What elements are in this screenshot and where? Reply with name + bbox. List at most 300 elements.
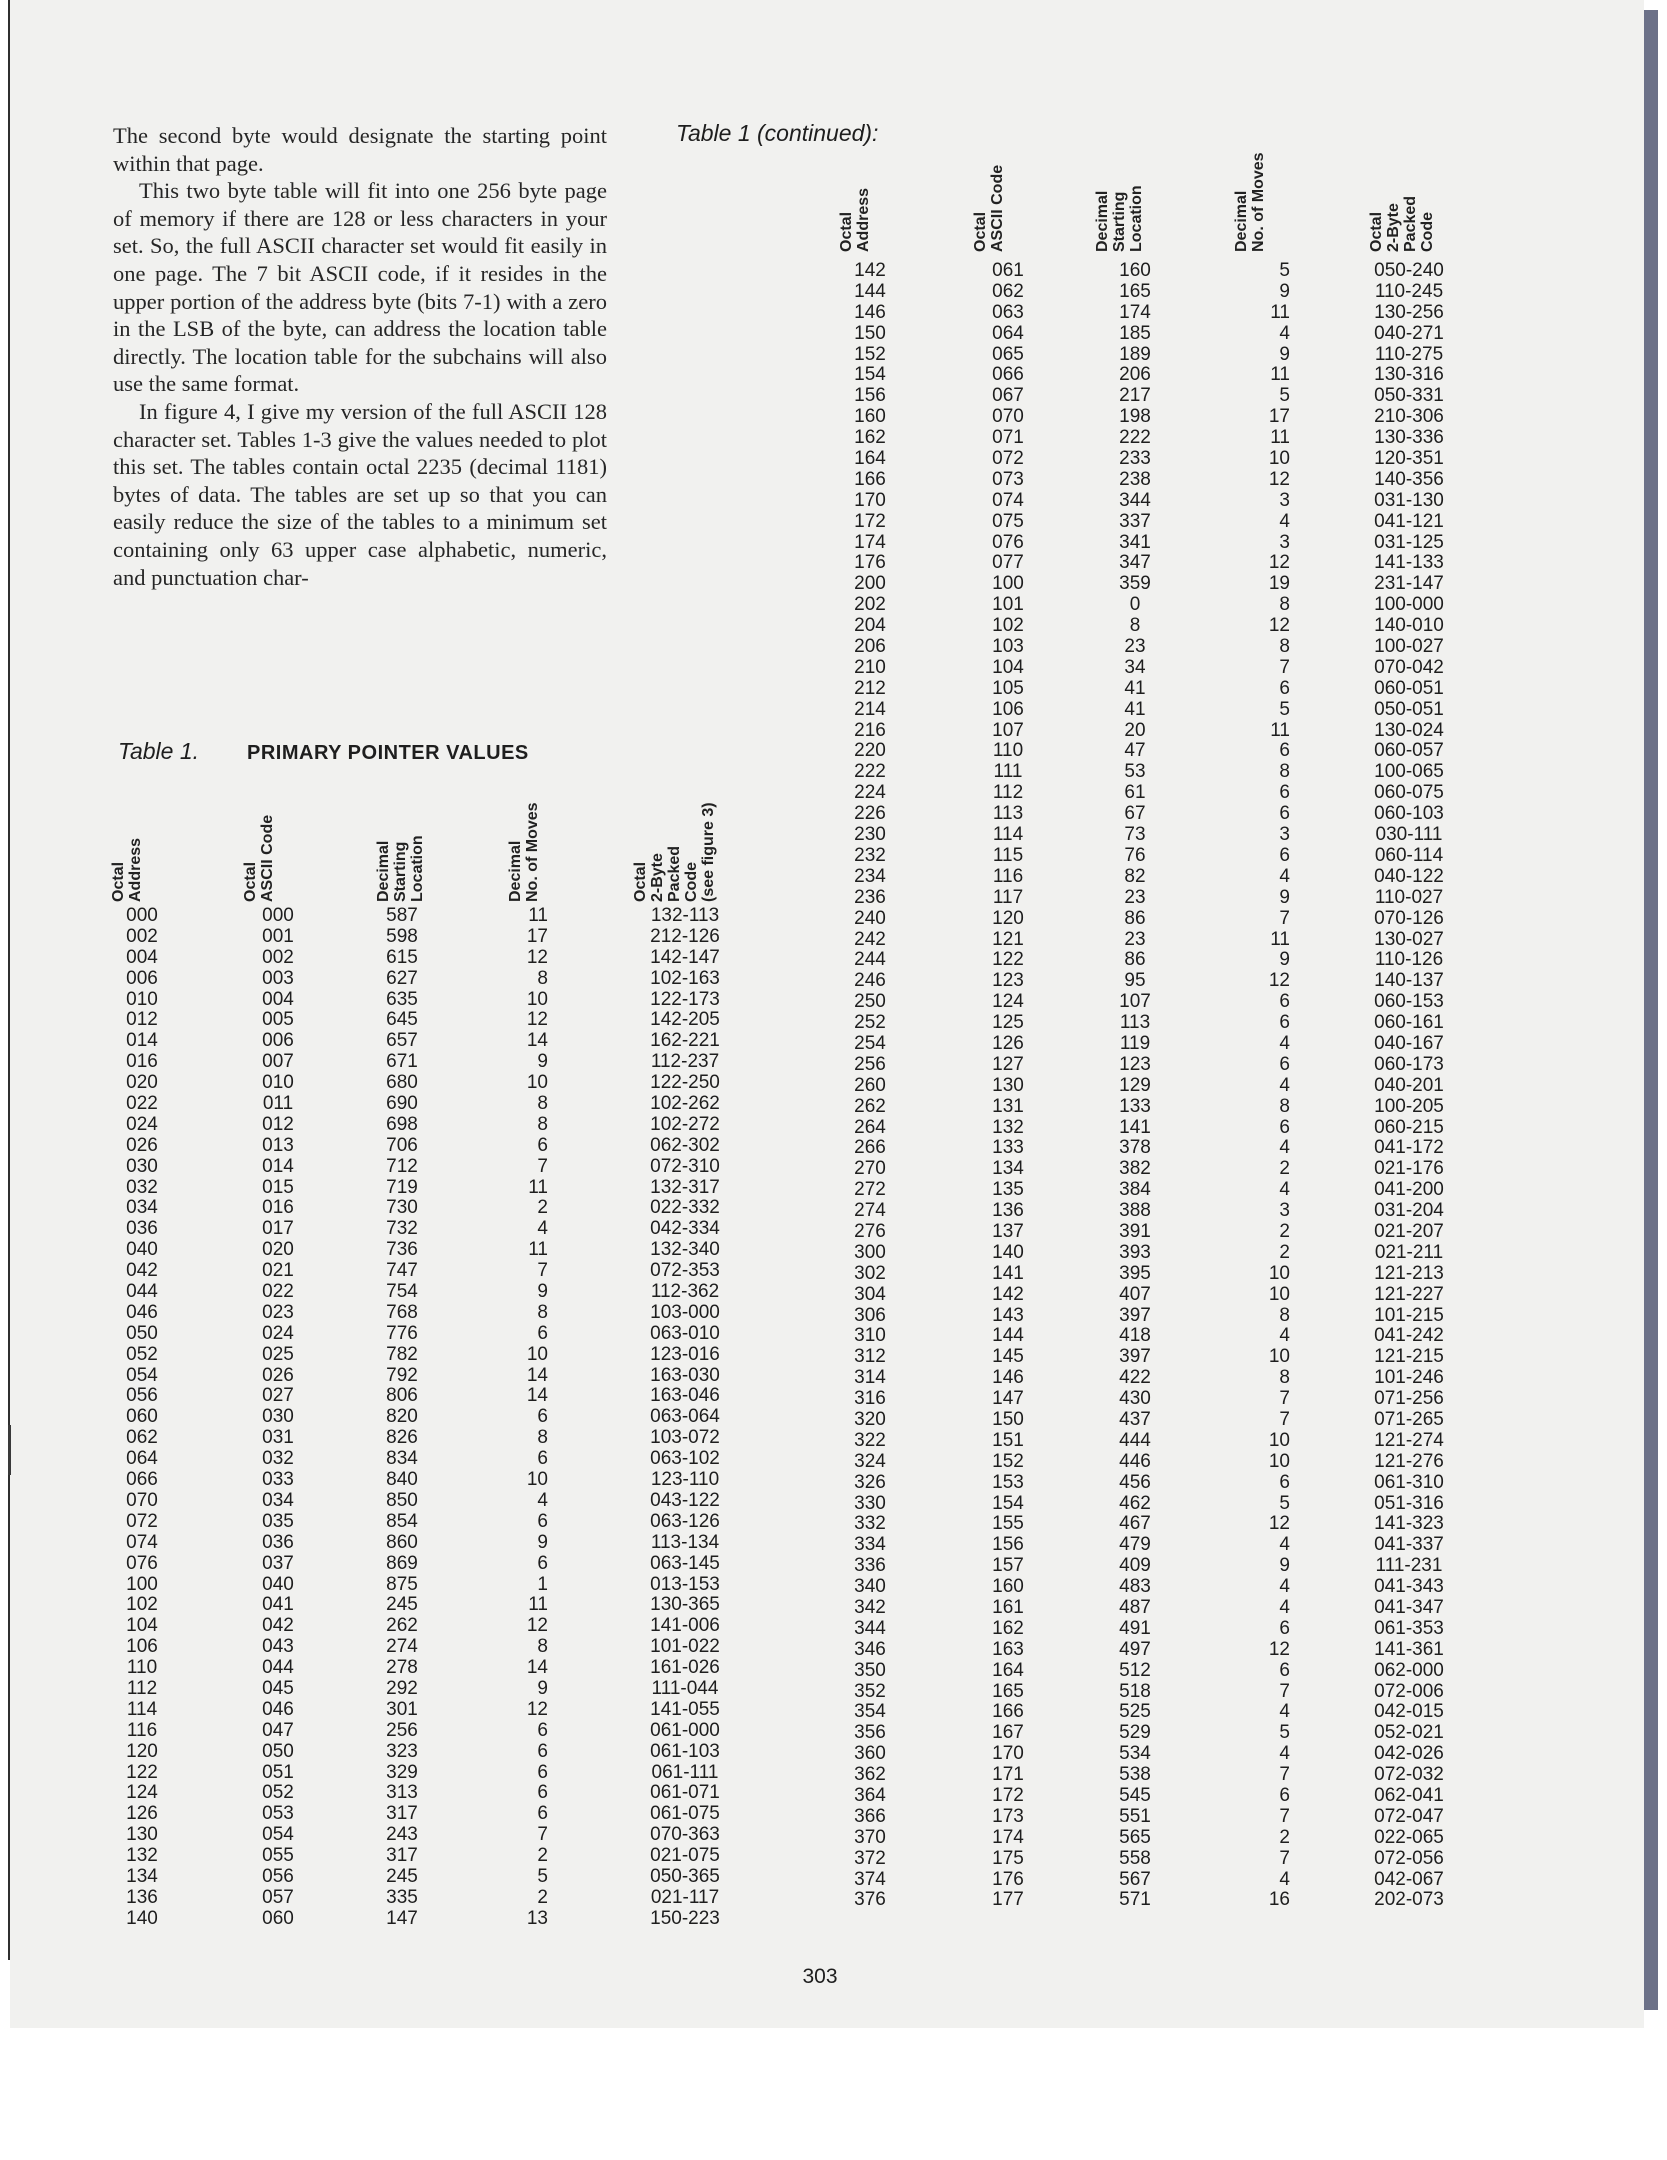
table-cell: 121 xyxy=(992,928,1024,950)
table-cell: 567 xyxy=(1119,1868,1151,1890)
table-cell: 101-246 xyxy=(1374,1367,1444,1389)
table-cell: 41 xyxy=(1124,698,1146,720)
table-cell: 8 xyxy=(537,1113,548,1135)
header-line: Code xyxy=(1419,212,1436,252)
page-right-edge xyxy=(1644,10,1658,2010)
table-cell: 055 xyxy=(262,1845,294,1867)
table-cell: 141-006 xyxy=(650,1615,720,1637)
table-cell: 006 xyxy=(262,1030,294,1052)
table-cell: 000 xyxy=(126,905,158,926)
header-line: Starting xyxy=(1111,191,1128,252)
table-cell: 150 xyxy=(992,1408,1024,1430)
table-cell: 9 xyxy=(1279,343,1290,365)
table-cell: 491 xyxy=(1119,1617,1151,1639)
table-cell: 010 xyxy=(126,988,158,1010)
table-cell: 060-057 xyxy=(1374,740,1444,762)
table-cell: 17 xyxy=(526,925,548,947)
table-cell: 004 xyxy=(262,988,294,1010)
table-cell: 030 xyxy=(126,1155,158,1177)
table-cell: 346 xyxy=(854,1638,886,1660)
table-cell: 154 xyxy=(992,1492,1024,1514)
table-cell: 107 xyxy=(992,719,1024,741)
table-cell: 4 xyxy=(1279,1074,1290,1096)
table-cell: 176 xyxy=(854,552,886,574)
table-cell: 014 xyxy=(262,1155,294,1177)
table-cell: 245 xyxy=(386,1865,418,1887)
table-cell: 4 xyxy=(1279,322,1290,344)
table-cell: 101-215 xyxy=(1374,1304,1444,1326)
table-cell: 301 xyxy=(386,1698,418,1720)
table-cell: 300 xyxy=(854,1241,886,1263)
table-cell: 072-353 xyxy=(650,1260,720,1282)
table-cell: 147 xyxy=(386,1907,418,1929)
table-cell: 041-200 xyxy=(1374,1179,1444,1201)
table-cell: 712 xyxy=(386,1155,418,1177)
table-cell: 534 xyxy=(1119,1743,1151,1765)
table-cell: 071 xyxy=(992,427,1024,449)
table-cell: 238 xyxy=(1119,468,1151,490)
table-cell: 47 xyxy=(1124,740,1146,762)
table-cell: 326 xyxy=(854,1471,886,1493)
table-cell: 017 xyxy=(262,1218,294,1240)
table-cell: 114 xyxy=(992,824,1024,846)
table-cell: 4 xyxy=(1279,1137,1290,1159)
table-cell: 391 xyxy=(1119,1220,1151,1242)
table-cell: 206 xyxy=(854,636,886,658)
table-cell: 834 xyxy=(386,1448,418,1470)
table-cell: 6 xyxy=(1279,1471,1290,1493)
table-cell: 030 xyxy=(262,1406,294,1428)
table-cell: 10 xyxy=(1268,1283,1290,1305)
table-cell: 497 xyxy=(1119,1638,1151,1660)
table-cell: 002 xyxy=(262,946,294,968)
table-cell: 142 xyxy=(992,1283,1024,1305)
table-cell: 202 xyxy=(854,594,886,616)
table-cell: 512 xyxy=(1119,1659,1151,1681)
table-cell: 021-211 xyxy=(1374,1241,1444,1263)
table-cell: 347 xyxy=(1119,552,1151,574)
table-cell: 86 xyxy=(1124,907,1146,929)
table-cell: 1 xyxy=(537,1573,548,1595)
table-cell: 070-042 xyxy=(1374,656,1444,678)
table-cell: 166 xyxy=(854,468,886,490)
table-cell: 185 xyxy=(1119,322,1151,344)
table-cell: 144 xyxy=(854,280,886,302)
table-cell: 032 xyxy=(262,1448,294,1470)
table-cell: 10 xyxy=(1268,1262,1290,1284)
table-cell: 335 xyxy=(386,1886,418,1908)
table-cell: 7 xyxy=(537,1155,548,1177)
table-cell: 057 xyxy=(262,1886,294,1908)
table-cell: 782 xyxy=(386,1343,418,1365)
table-cell: 061-111 xyxy=(651,1761,719,1783)
table-cell: 11 xyxy=(528,1594,548,1616)
table-cell: 479 xyxy=(1119,1534,1151,1556)
table-cell: 160 xyxy=(854,406,886,428)
table-cell: 86 xyxy=(1124,949,1146,971)
table-cell: 061-075 xyxy=(650,1803,720,1825)
table-cell: 001 xyxy=(262,925,294,947)
table-cell: 17 xyxy=(1268,406,1290,428)
table-cell: 060-173 xyxy=(1374,1053,1444,1075)
table-cell: 6 xyxy=(537,1761,548,1783)
table-cell: 124 xyxy=(126,1782,158,1804)
table-cell: 11 xyxy=(1270,301,1290,323)
table-cell: 130-336 xyxy=(1374,427,1444,449)
table-cell: 278 xyxy=(386,1657,418,1679)
table-cell: 113 xyxy=(1119,1012,1151,1034)
header-line: Location xyxy=(1128,185,1145,252)
table-cell: 6 xyxy=(537,1782,548,1804)
table-cell: 418 xyxy=(1119,1325,1151,1347)
table-cell: 6 xyxy=(1279,1116,1290,1138)
table-cell: 4 xyxy=(1279,510,1290,532)
table-cell: 170 xyxy=(992,1743,1024,1765)
table-cell: 100-205 xyxy=(1374,1095,1444,1117)
table-cell: 106 xyxy=(992,698,1024,720)
table-cell: 042-067 xyxy=(1374,1868,1444,1890)
table-cell: 747 xyxy=(386,1260,418,1282)
table-cell: 854 xyxy=(386,1510,418,1532)
table-cell: 012 xyxy=(262,1113,294,1135)
column-octal-packed-code xyxy=(1364,261,1454,1911)
table-cell: 102 xyxy=(126,1594,158,1616)
table-cell: 122-250 xyxy=(650,1072,720,1094)
table-cell: 82 xyxy=(1124,865,1146,887)
table-cell: 140-137 xyxy=(1374,970,1444,992)
table-cell: 072 xyxy=(992,448,1024,470)
table-cell: 032 xyxy=(126,1176,158,1198)
table-cell: 210-306 xyxy=(1374,406,1444,428)
table-cell: 9 xyxy=(537,1281,548,1303)
table-cell: 104 xyxy=(992,656,1024,678)
table-cell: 150 xyxy=(854,322,886,344)
table-cell: 125 xyxy=(992,1012,1024,1034)
table-cell: 160 xyxy=(1119,260,1151,281)
table-cell: 240 xyxy=(854,907,886,929)
table-cell: 040 xyxy=(126,1239,158,1261)
header-line: Code xyxy=(683,862,700,902)
table-cell: 860 xyxy=(386,1531,418,1553)
table-cell: 177 xyxy=(992,1889,1024,1911)
table-cell: 002 xyxy=(126,925,158,947)
table-cell: 407 xyxy=(1119,1283,1151,1305)
table-cell: 050-051 xyxy=(1374,698,1444,720)
table-cell: 2 xyxy=(1279,1158,1290,1180)
table-cell: 231-147 xyxy=(1374,573,1444,595)
table-cell: 045 xyxy=(262,1677,294,1699)
table-cell: 376 xyxy=(854,1889,886,1911)
table-cell: 153 xyxy=(992,1471,1024,1493)
table-cell: 5 xyxy=(1279,385,1290,407)
table-cell: 615 xyxy=(386,946,418,968)
table-cell: 060-114 xyxy=(1374,844,1444,866)
column-octal-address xyxy=(112,906,172,1930)
table-cell: 130-027 xyxy=(1374,928,1444,950)
table-cell: 14 xyxy=(526,1657,548,1679)
table-cell: 10 xyxy=(1268,1429,1290,1451)
table-cell: 6 xyxy=(537,1134,548,1156)
table-cell: 341 xyxy=(1119,531,1151,553)
table-cell: 061-071 xyxy=(650,1782,720,1804)
table-cell: 163-030 xyxy=(650,1364,720,1386)
table-cell: 060-103 xyxy=(1374,803,1444,825)
table-cell: 062 xyxy=(126,1427,158,1449)
table-cell: 015 xyxy=(262,1176,294,1198)
table-cell: 034 xyxy=(126,1197,158,1219)
table-cell: 157 xyxy=(992,1555,1024,1577)
table-cell: 395 xyxy=(1119,1262,1151,1284)
table-cell: 330 xyxy=(854,1492,886,1514)
table-cell: 12 xyxy=(526,946,548,968)
table-cell: 850 xyxy=(386,1489,418,1511)
table-cell: 136 xyxy=(126,1886,158,1908)
table-cell: 4 xyxy=(1279,865,1290,887)
table-cell: 062-302 xyxy=(650,1134,720,1156)
table-cell: 130 xyxy=(992,1074,1024,1096)
table-cell: 000 xyxy=(262,905,294,926)
table-cell: 030-111 xyxy=(1375,824,1443,846)
page-left-edge xyxy=(8,0,10,1960)
table-cell: 022 xyxy=(126,1093,158,1115)
table-cell: 164 xyxy=(992,1659,1024,1681)
table-cell: 123 xyxy=(992,970,1024,992)
table-cell: 163-046 xyxy=(650,1385,720,1407)
header-line: Starting xyxy=(392,841,409,902)
table-cell: 233 xyxy=(1119,448,1151,470)
table-cell: 026 xyxy=(262,1364,294,1386)
header-line: 2-Byte xyxy=(1385,203,1402,252)
table-cell: 11 xyxy=(1270,427,1290,449)
table-cell: 076 xyxy=(126,1552,158,1574)
table-cell: 155 xyxy=(992,1513,1024,1535)
table-cell: 122-173 xyxy=(650,988,720,1010)
table-cell: 075 xyxy=(992,510,1024,532)
table-cell: 483 xyxy=(1119,1576,1151,1598)
page-number: 303 xyxy=(802,1965,838,1988)
table-cell: 214 xyxy=(854,698,886,720)
table-cell: 12 xyxy=(1268,615,1290,637)
table-cell: 047 xyxy=(262,1719,294,1741)
table-cell: 9 xyxy=(1279,949,1290,971)
table-cell: 304 xyxy=(854,1283,886,1305)
table-cell: 244 xyxy=(854,949,886,971)
table-cell: 210 xyxy=(854,656,886,678)
table-cell: 2 xyxy=(1279,1826,1290,1848)
table-cell: 176 xyxy=(992,1868,1024,1890)
table-cell: 4 xyxy=(1279,1743,1290,1765)
table-cell: 012 xyxy=(126,1009,158,1031)
header-line: Octal xyxy=(110,861,127,902)
table-cell: 7 xyxy=(1279,1847,1290,1869)
column-octal-address xyxy=(840,261,900,1911)
table-cell: 027 xyxy=(262,1385,294,1407)
table-cell: 384 xyxy=(1119,1179,1151,1201)
table-cell: 020 xyxy=(262,1239,294,1261)
table-cell: 120 xyxy=(992,907,1024,929)
table-cell: 156 xyxy=(992,1534,1024,1556)
table-cell: 050-240 xyxy=(1374,260,1444,281)
header-line: Octal xyxy=(632,861,649,902)
table-cell: 042 xyxy=(126,1260,158,1282)
table-cell: 031 xyxy=(262,1427,294,1449)
table-cell: 6 xyxy=(1279,1053,1290,1075)
table-cell: 356 xyxy=(854,1722,886,1744)
table-cell: 114 xyxy=(126,1698,158,1720)
table-cell: 110-126 xyxy=(1374,949,1444,971)
table-cell: 156 xyxy=(854,385,886,407)
table-cell: 4 xyxy=(537,1218,548,1240)
table-cell: 112 xyxy=(992,782,1024,804)
table-cell: 204 xyxy=(854,615,886,637)
table-cell: 719 xyxy=(386,1176,418,1198)
table-cell: 236 xyxy=(854,886,886,908)
table-cell: 013-153 xyxy=(650,1573,720,1595)
table-cell: 141 xyxy=(992,1262,1024,1284)
table-cell: 110 xyxy=(992,740,1024,762)
table-cell: 061-000 xyxy=(650,1719,720,1741)
table-cell: 050 xyxy=(126,1322,158,1344)
table-cell: 004 xyxy=(126,946,158,968)
table-cell: 052-021 xyxy=(1374,1722,1444,1744)
table-cell: 056 xyxy=(126,1385,158,1407)
table-cell: 11 xyxy=(1270,364,1290,386)
header-line: Octal xyxy=(242,861,259,902)
table-cell: 102-262 xyxy=(650,1093,720,1115)
table-cell: 226 xyxy=(854,803,886,825)
table-cell: 130-365 xyxy=(650,1594,720,1616)
table-cell: 364 xyxy=(854,1785,886,1807)
table-cell: 070 xyxy=(992,406,1024,428)
header-line: Packed xyxy=(1402,195,1419,252)
table-cell: 2 xyxy=(537,1886,548,1908)
table-cell: 10 xyxy=(526,1072,548,1094)
table-cell: 571 xyxy=(1119,1889,1151,1911)
table-cell: 113 xyxy=(992,803,1024,825)
table-cell: 6 xyxy=(537,1719,548,1741)
table-cell: 116 xyxy=(126,1719,158,1741)
table-cell: 123 xyxy=(1119,1053,1151,1075)
table-cell: 053 xyxy=(262,1803,294,1825)
table-cell: 134 xyxy=(992,1158,1024,1180)
table-cell: 252 xyxy=(854,1012,886,1034)
table-cell: 302 xyxy=(854,1262,886,1284)
table-cell: 8 xyxy=(1279,1304,1290,1326)
table-cell: 8 xyxy=(1279,761,1290,783)
table-cell: 254 xyxy=(854,1032,886,1054)
column-header-decimal-starting-location xyxy=(375,835,426,902)
table-cell: 147 xyxy=(992,1388,1024,1410)
table-cell: 121-215 xyxy=(1374,1346,1444,1368)
table-cell: 052 xyxy=(126,1343,158,1365)
table-cell: 12 xyxy=(1268,552,1290,574)
table-cell: 061 xyxy=(992,260,1024,281)
table-cell: 041-172 xyxy=(1374,1137,1444,1159)
table-cell: 042-026 xyxy=(1374,1743,1444,1765)
table-cell: 558 xyxy=(1119,1847,1151,1869)
table-cell: 133 xyxy=(1119,1095,1151,1117)
table-cell: 054 xyxy=(262,1824,294,1846)
table-cell: 021-075 xyxy=(650,1845,720,1867)
table-cell: 130-316 xyxy=(1374,364,1444,386)
table-cell: 072-056 xyxy=(1374,1847,1444,1869)
table-cell: 013 xyxy=(262,1134,294,1156)
table-cell: 4 xyxy=(1279,1597,1290,1618)
table-cell: 19 xyxy=(1268,573,1290,595)
table-cell: 198 xyxy=(1119,406,1151,428)
body-text xyxy=(113,122,607,591)
table-cell: 162 xyxy=(854,427,886,449)
table-cell: 8 xyxy=(537,1301,548,1323)
table-cell: 134 xyxy=(126,1865,158,1887)
table-cell: 14 xyxy=(526,1364,548,1386)
table-cell: 041 xyxy=(262,1594,294,1616)
table-cell: 262 xyxy=(854,1095,886,1117)
table-cell: 016 xyxy=(262,1197,294,1219)
table-cell: 587 xyxy=(386,905,418,926)
table-cell: 360 xyxy=(854,1743,886,1765)
table-cell: 8 xyxy=(1279,1367,1290,1389)
table-cell: 11 xyxy=(528,1176,548,1198)
table-cell: 2 xyxy=(537,1845,548,1867)
table-cell: 105 xyxy=(992,677,1024,699)
table-cell: 627 xyxy=(386,967,418,989)
table-cell: 110-275 xyxy=(1374,343,1444,365)
table-cell: 598 xyxy=(386,925,418,947)
table-cell: 161-026 xyxy=(650,1657,720,1679)
table-cell: 010 xyxy=(262,1072,294,1094)
table-cell: 76 xyxy=(1124,844,1146,866)
table-cell: 272 xyxy=(854,1179,886,1201)
table-cell: 112 xyxy=(126,1677,158,1699)
table-cell: 036 xyxy=(126,1218,158,1240)
table-cell: 064 xyxy=(992,322,1024,344)
table-cell: 110-245 xyxy=(1374,280,1444,302)
table-cell: 820 xyxy=(386,1406,418,1428)
table-cell: 025 xyxy=(262,1343,294,1365)
table-cell: 100-027 xyxy=(1374,636,1444,658)
header-line: Address xyxy=(127,837,144,902)
table-cell: 130-024 xyxy=(1374,719,1444,741)
table-cell: 6 xyxy=(1279,1785,1290,1807)
column-header-decimal-starting-location xyxy=(1094,185,1145,252)
table-cell: 115 xyxy=(992,844,1024,866)
table-cell: 072-006 xyxy=(1374,1680,1444,1702)
table-cell: 10 xyxy=(526,988,548,1010)
table-cell: 243 xyxy=(386,1824,418,1846)
table-cell: 132-317 xyxy=(650,1176,720,1198)
table-cell: 174 xyxy=(854,531,886,553)
table-cell: 064 xyxy=(126,1448,158,1470)
table-cell: 163 xyxy=(992,1638,1024,1660)
table-cell: 224 xyxy=(854,782,886,804)
table-cell: 101 xyxy=(992,594,1024,616)
table-cell: 104 xyxy=(126,1615,158,1637)
header-line: Location xyxy=(409,835,426,902)
header-line: Decimal xyxy=(1233,190,1250,252)
table-cell: 690 xyxy=(386,1093,418,1115)
table-cell: 131 xyxy=(992,1095,1024,1117)
table-cell: 106 xyxy=(126,1636,158,1658)
table-cell: 100-000 xyxy=(1374,594,1444,616)
table-cell: 5 xyxy=(1279,1722,1290,1744)
table-cell: 132 xyxy=(126,1845,158,1867)
table-cell: 545 xyxy=(1119,1785,1151,1807)
table-cell: 132-113 xyxy=(650,905,720,926)
header-line: Octal xyxy=(1368,211,1385,252)
table-cell: 141-323 xyxy=(1374,1513,1444,1535)
table-cell: 20 xyxy=(1124,719,1146,741)
